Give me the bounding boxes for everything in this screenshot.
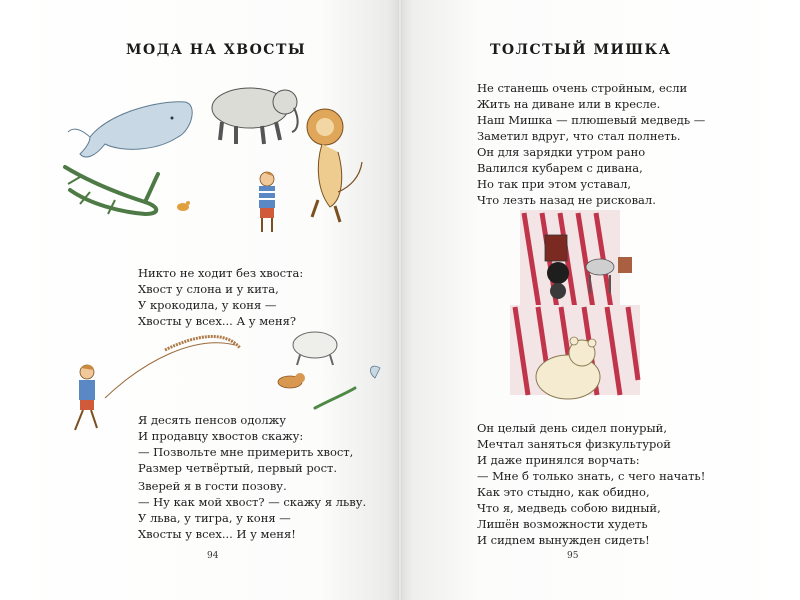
verse-line: И продавцу хвостов скажу: bbox=[138, 429, 304, 443]
bird-drawing bbox=[177, 201, 190, 211]
verse-line: Валился кубарем с дивана, bbox=[477, 161, 643, 175]
verse-line: Хвост у слона и у кита, bbox=[138, 282, 279, 296]
crocodile-drawing bbox=[65, 167, 158, 214]
left-page-title: МОДА НА ХВОСТЫ bbox=[126, 42, 307, 58]
verse-line: Как это стыдно, как обидно, bbox=[477, 485, 650, 499]
verse-line: Хвосты у всех... И у меня! bbox=[138, 527, 296, 541]
bear-sofa-illustration bbox=[510, 205, 690, 405]
verse-line: Что я, медведь собою видный, bbox=[477, 501, 661, 515]
fish-drawing bbox=[370, 366, 380, 378]
verse-line: Я десять пенсов одолжу bbox=[138, 413, 287, 427]
verse-line: Он целый день сидел понурый, bbox=[477, 421, 668, 435]
dogs-drawing bbox=[278, 332, 337, 388]
verse-line: У льва, у тигра, у коня — bbox=[138, 511, 291, 525]
verse-line: Никто не ходит без хвоста: bbox=[138, 266, 304, 280]
verse-line: — Ну как мой хвост? — скажу я льву. bbox=[138, 495, 367, 509]
book-spine bbox=[398, 0, 402, 600]
right-stanza-2 bbox=[477, 420, 705, 548]
right-page-title: ТОЛСТЫЙ МИШКА bbox=[490, 42, 672, 58]
verse-line: Наш Мишка — плюшевый медведь — bbox=[477, 113, 706, 127]
verse-line: Но так при этом уставал, bbox=[477, 177, 632, 191]
right-stanza-1 bbox=[477, 80, 705, 208]
lizard-drawing bbox=[315, 388, 355, 408]
verse-line: Он для зарядки утром рано bbox=[477, 145, 646, 159]
elephant-drawing bbox=[212, 88, 298, 144]
boy-drawing bbox=[259, 172, 275, 232]
verse-line: Мечтал заняться физкультурой bbox=[477, 437, 671, 451]
verse-line: — Мне б только знать, с чего начать! bbox=[477, 469, 706, 483]
tail-rope-drawing bbox=[105, 336, 240, 398]
verse-line: Жить на диване или в кресле. bbox=[477, 97, 661, 111]
verse-line: У крокодила, у коня — bbox=[138, 298, 277, 312]
verse-line: Хвосты у всех... А у меня? bbox=[138, 314, 297, 328]
verse-line: Заметил вдруг, что стал полнеть. bbox=[477, 129, 681, 143]
left-stanza-2 bbox=[138, 412, 353, 476]
verse-line: Не станешь очень стройным, если bbox=[477, 81, 688, 95]
right-page-number: 95 bbox=[567, 551, 579, 561]
lion-drawing bbox=[307, 109, 362, 222]
verse-line: Размер четвёртый, первый рост. bbox=[138, 461, 338, 475]
whale-drawing bbox=[68, 102, 192, 157]
left-stanza-3 bbox=[138, 478, 366, 542]
verse-line: — Позвольте мне примерить хвост, bbox=[138, 445, 354, 459]
right-page bbox=[400, 0, 800, 600]
verse-line: Зверей я в гости позову. bbox=[138, 479, 287, 493]
verse-line: Лишён возможности худеть bbox=[477, 517, 648, 531]
verse-line: Что лезть назад не рисковал. bbox=[477, 193, 656, 207]
verse-line: И сидnем вынужден сидеть! bbox=[477, 533, 650, 547]
animals-illustration bbox=[50, 82, 380, 242]
verse-line: И даже принялся ворчать: bbox=[477, 453, 640, 467]
boy-with-rope-drawing bbox=[75, 365, 97, 430]
left-page-number: 94 bbox=[207, 551, 219, 561]
